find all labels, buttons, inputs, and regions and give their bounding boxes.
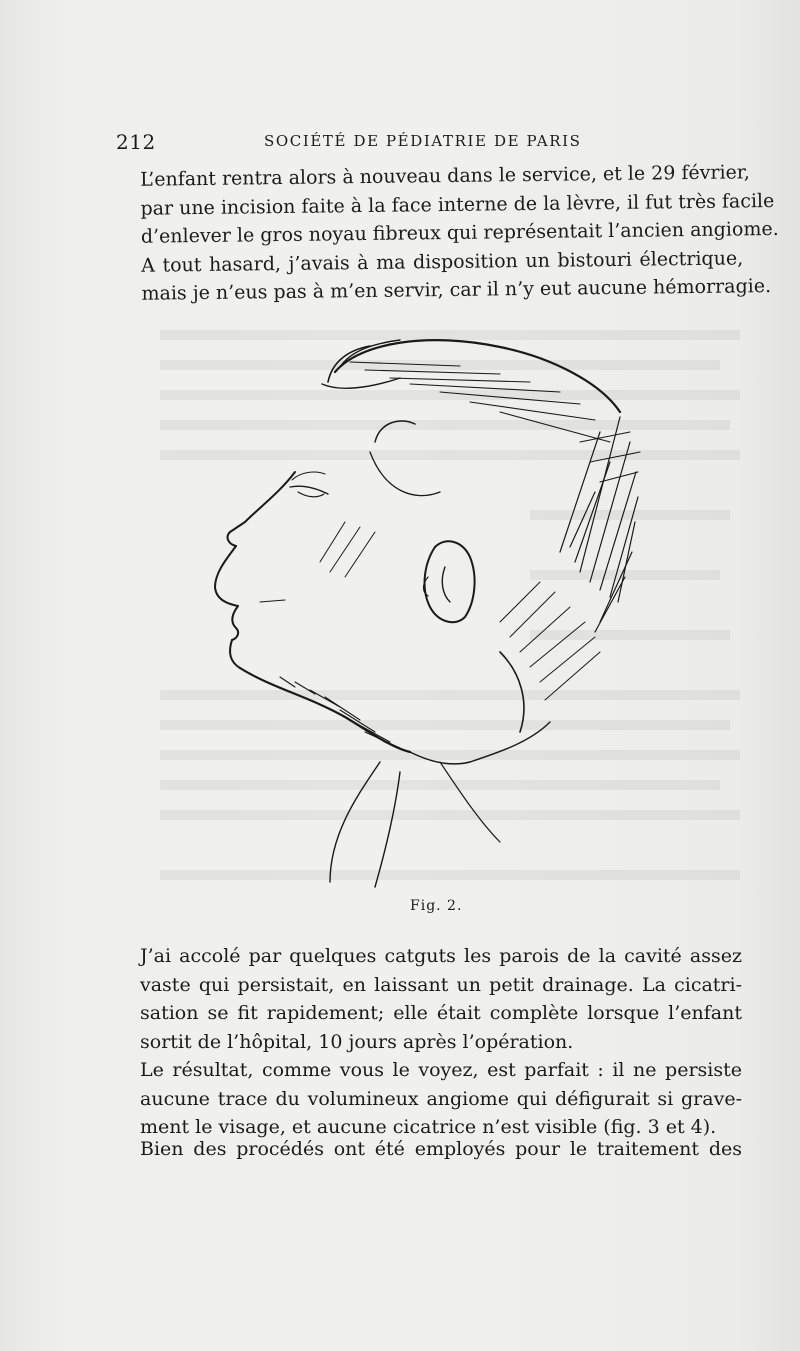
paragraph-2 [120, 942, 742, 1056]
text-line: Le résultat, comme vous le voyez, est parfait : il ne persiste [140, 1059, 742, 1081]
text-line: A tout hasard, j’avais à ma disposition un bistouri électrique, [141, 246, 744, 277]
text-line: vaste qui persistait, en laissant un petit drainage. La cicatri- [140, 973, 742, 996]
text-line: ment le visage, et aucune cicatrice n’est visible (fig. 3 et 4). [140, 1116, 717, 1138]
text-line: mais je n’eus pas à m’en servir, car il n’y eut aucune hémorragie. [141, 275, 772, 305]
text-line: sortit de l’hôpital, 10 jours après l’opération. [140, 1030, 574, 1053]
paragraph-4 [120, 1135, 742, 1164]
figure-caption: Fig. 2. [410, 898, 463, 914]
profile-drawing-figure [200, 322, 660, 892]
paragraph-1 [120, 158, 779, 308]
text-line: par une incision faite à la face interne de la lèvre, il fut très facile [140, 189, 775, 220]
text-line: aucune trace du volumineux angiome qui défigurait si grave- [140, 1087, 742, 1110]
text-line: Bien des procédés ont été employés pour le traitement des [140, 1138, 742, 1160]
text-line: sation se fit rapidement; elle était complète lorsque l’enfant [140, 1002, 742, 1024]
page-number: 212 [116, 130, 156, 154]
text-line: L’enfant rentra alors à nouveau dans le service, et le 29 février, [140, 161, 751, 191]
text-line: J’ai accolé par quelques catguts les parois de la cavité assez [140, 945, 742, 967]
running-head-title: SOCIÉTÉ DE PÉDIATRIE DE PARIS [264, 132, 582, 150]
running-header [116, 128, 746, 158]
paragraph-3 [120, 1056, 742, 1142]
text-line: d’enlever le gros noyau fibreux qui représentait l’ancien angiome. [140, 217, 779, 248]
